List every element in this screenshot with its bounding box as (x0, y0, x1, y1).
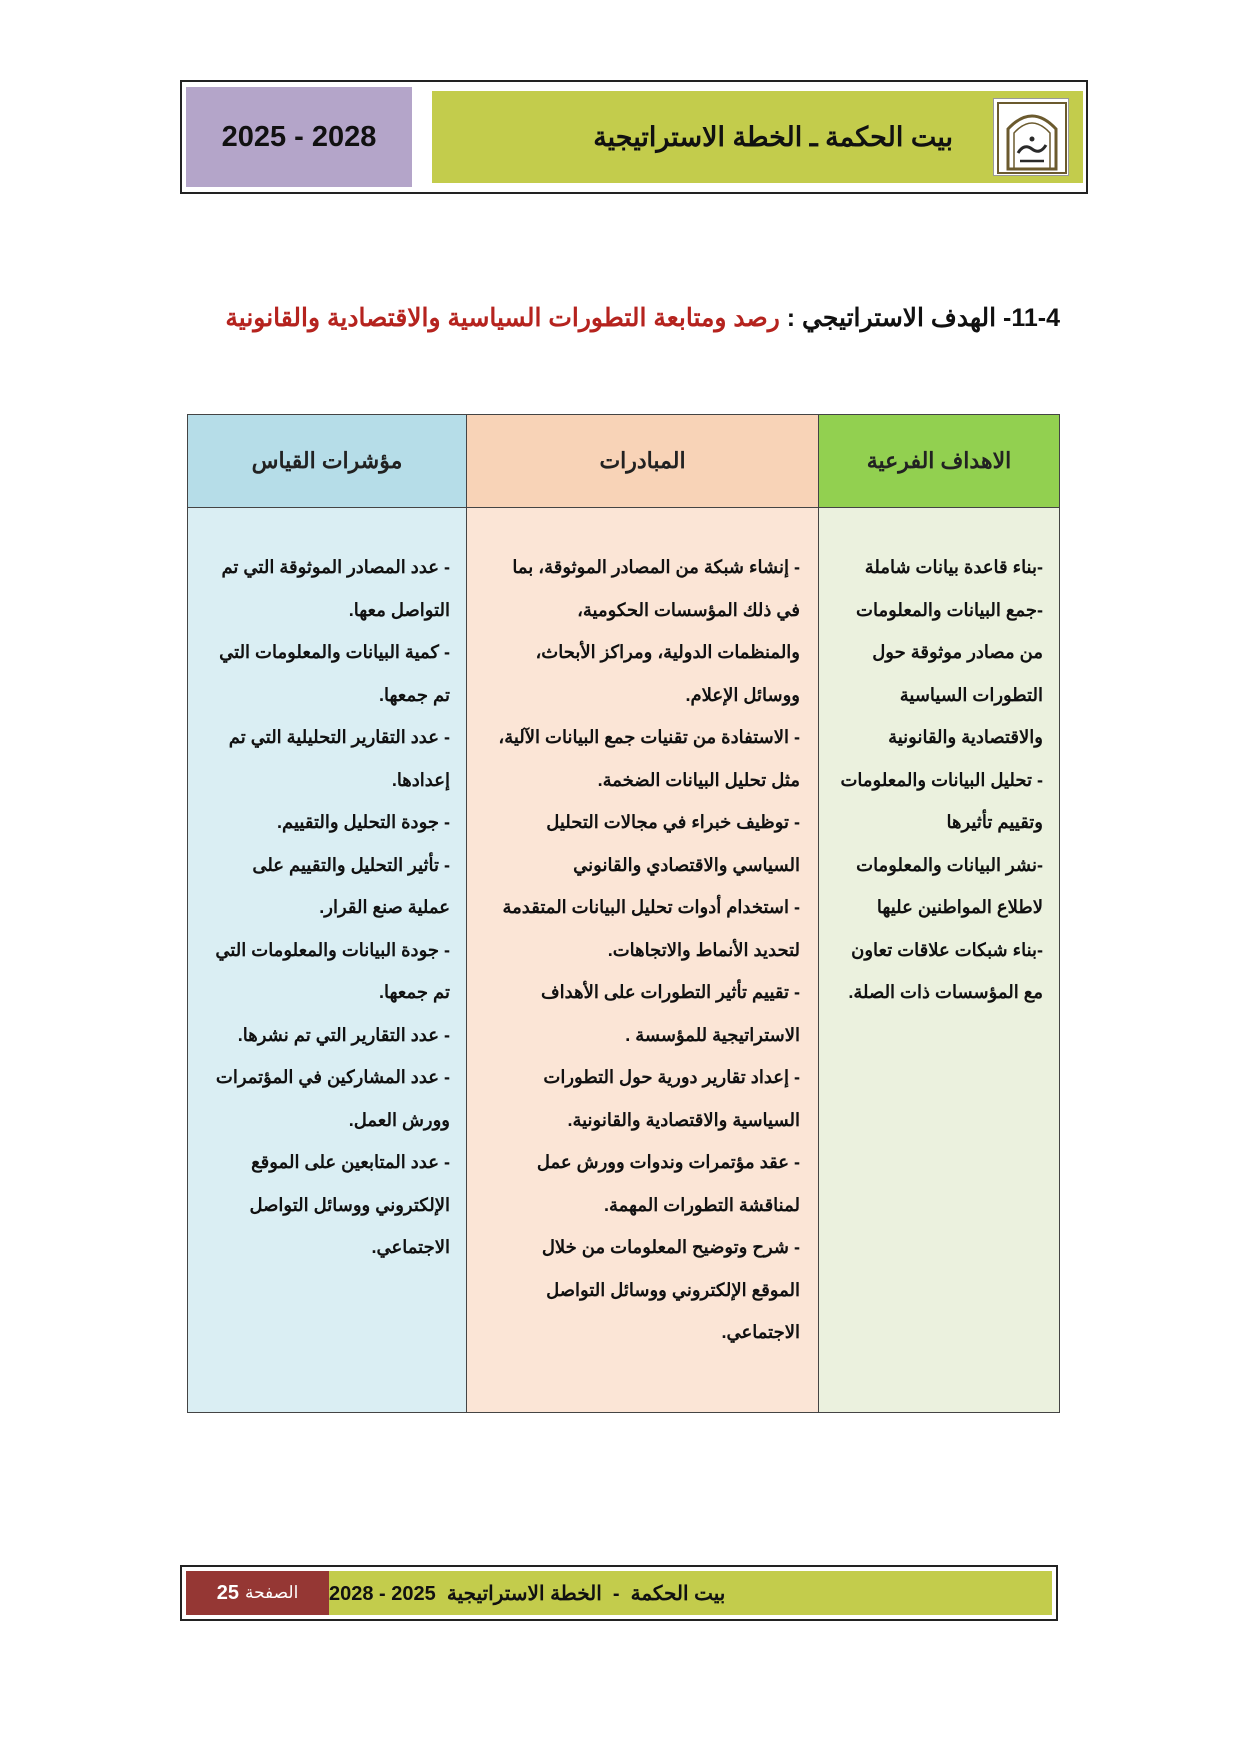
initiatives-text: - إنشاء شبكة من المصادر الموثوقة، بما في ذلك المؤسسات الحكومية، والمنظمات الدولية، ومراكز الأبحاث، ووسائل الإعلام. - الاستفادة من تقنيات جمع البيانات الآلية، مثل تحليل البيانات الضخمة. - توظيف خبراء في مجالات التحليل السياسي والاقتصادي والقانوني - استخدام أدوات تحليل البيانات المتقدمة لتحديد الأنماط والاتجاهات. - تقييم تأثير التطورات على الأهداف الاستراتيجية للمؤسسة . - إعداد تقارير دورية حول التطورات السياسية والاقتصادية والقانونية. - عقد مؤتمرات وندوات وورش عمل لمناقشة التطورات المهمة. - شرح وتوضيح المعلومات من خلال الموقع الإلكتروني ووسائل التواصل الاجتماعي. (498, 557, 800, 1342)
page-number: 25 (216, 1581, 239, 1604)
page-label: الصفحة (244, 1583, 299, 1602)
header-indicators: مؤشرات القياس (188, 415, 467, 508)
header-sub-goals: الاهداف الفرعية (819, 415, 1060, 508)
indicators-text: - عدد المصادر الموثوقة التي تم التواصل معها. - كمية البيانات والمعلومات التي تم جمعها. - عدد التقارير التحليلية التي تم إعدادها. - جودة التحليل والتقييم. - تأثير التحليل والتقييم على عملية صنع القرار. - جودة البيانات والمعلومات التي تم جمعها. - عدد التقارير التي تم نشرها. - عدد المشاركين في المؤتمرات وورش العمل. - عدد المتابعين على الموقع الإلكتروني ووسائل التواصل الاجتماعي. (215, 557, 450, 1257)
page-header (180, 80, 1088, 194)
header-title-box (432, 91, 1083, 183)
goal-text: رصد ومتابعة التطورات السياسية والاقتصادية والقانونية (225, 304, 780, 332)
goal-number: 11-4- (1003, 304, 1060, 332)
footer-text: بيت الحكمة - الخطة الاستراتيجية 2025 - 2028 (329, 1582, 726, 1605)
initiatives-cell (467, 508, 819, 1413)
bayt-al-hikma-logo-icon (993, 98, 1069, 176)
header-initiatives: المبادرات (467, 415, 819, 508)
footer-bar (329, 1571, 1052, 1615)
header-title: بيت الحكمة ـ الخطة الاستراتيجية (593, 121, 953, 152)
page-footer (180, 1565, 1058, 1621)
header-years: 2025 - 2028 (186, 87, 412, 187)
indicators-cell (188, 508, 467, 1413)
strategic-goal-heading (180, 296, 1060, 340)
table-header-row (188, 415, 1060, 508)
page-number-badge (186, 1571, 329, 1615)
sub-goals-cell (819, 508, 1060, 1413)
table-row (188, 508, 1060, 1413)
sub-goals-text: -بناء قاعدة بيانات شاملة -جمع البيانات والمعلومات من مصادر موثوقة حول التطورات السياسية والاقتصادية والقانونية - تحليل البيانات والمعلومات وتقييم تأثيرها -نشر البيانات والمعلومات لاطلاع المواطنين عليها -بناء شبكات علاقات تعاون مع المؤسسات ذات الصلة. (840, 557, 1043, 1002)
goals-table (187, 414, 1060, 1413)
goal-label: الهدف الاستراتيجي : (786, 304, 997, 332)
